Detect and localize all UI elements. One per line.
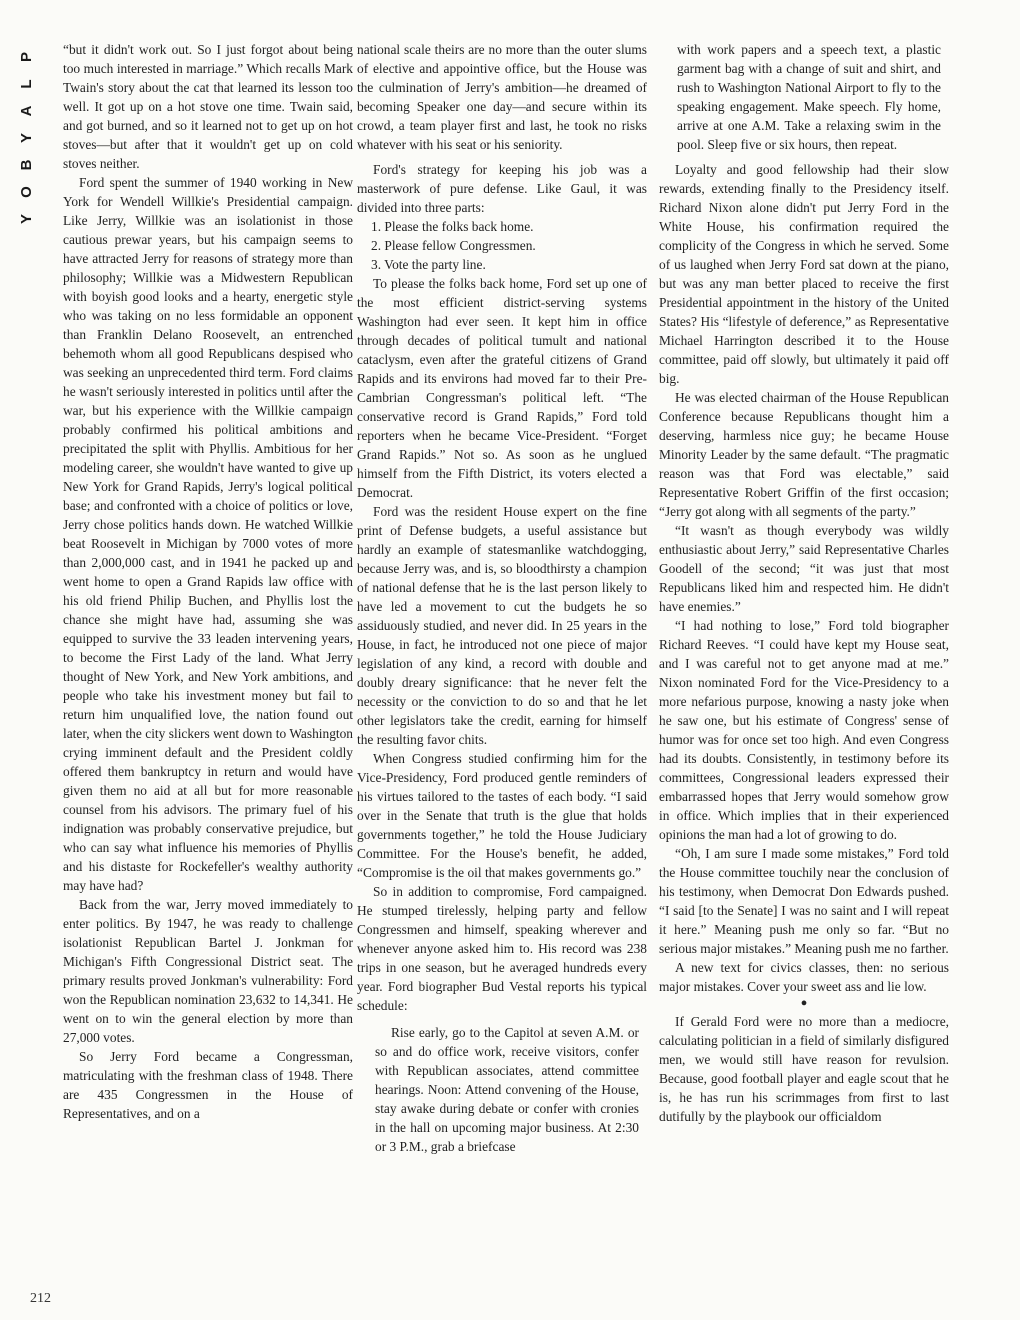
text-column-1 (63, 40, 353, 1123)
paragraph: Ford was the resident House expert on the fine print of Defense budgets, a useful assistance but hardly an example of statesmanlike watchdogging, because Jerry was, and is, so bloodthirsty a champion of national defense that he is the last person likely to have led a movement to cut the budgets he so assiduously studied, and never did. In 25 years in the House, in fact, he introduced not one piece of major legislation of any kind, a record with double and doubly dreary significance: that he never felt the necessity or the conviction to do so and that he let other legislators take the credit, earning for himself the resulting favor chits. (357, 504, 647, 747)
logo-letter: O (18, 186, 35, 198)
list-item: 3. Vote the party line. (371, 257, 486, 272)
block-quote: Rise early, go to the Capitol at seven A.M. or so and do office work, receive visitors, confer with Republican associates, attend committee hearings. Noon: Attend convening of the House, stay awake during debate or confer with cronies in the hall on upcoming major business. At 2:30 or 3 P.M., grab a briefcase (375, 1025, 639, 1154)
section-separator-dot: • (800, 993, 808, 1015)
paragraph: “I had nothing to lose,” Ford told biographer Richard Reeves. “I could have kept my House seat, and I was careful not to get anyone mad at me.” Nixon nominated Ford for the Vice-Presidency to a more nefarious purpose, knowing a nasty joke when he saw one, but his estimate of Congress' sense of humor was for once set too high. And even Congress had its doubts. Consistently, in testimony before its committees, Congressional leaders expressed their embarrassed hopes that Jerry would somehow grow in office. Which implies that in their experienced opinions the man had a lot of growing to do. (659, 618, 949, 842)
text-column-2 (357, 40, 647, 1156)
text-column-3 (659, 40, 949, 1126)
paragraph: “Oh, I am sure I made some mistakes,” Ford told the House committee touchily near the conclusion of his testimony, when Democrat Don Edwards pushed. “I said [to the Senate] I was no saint and I will repeat it here.” Meaning push me only so far. “But no serious major mistakes.” Meaning push me no farther. (659, 846, 949, 956)
paragraph: So in addition to compromise, Ford campaigned. He stumped tirelessly, helping party and fellow Congressmen and himself, speaking wherever and whenever anyone asked him to. His record was 238 trips in one season, but he averaged hundreds every year. Ford biographer Bud Vestal reports his typical schedule: (357, 884, 647, 1013)
block-quote-continued: with work papers and a speech text, a plastic garment bag with a change of suit and shirt, and rush to Washington National Airport to fly to the speaking engagement. Make speech. Fly home, arrive at one A.M. Take a relaxing swim in the pool. Sleep five or six hours, then repeat. (677, 42, 941, 152)
playboy-side-logo (16, 46, 50, 225)
list-item: 2. Please fellow Congressmen. (371, 238, 536, 253)
page-number: 212 (30, 1291, 51, 1306)
paragraph: “but it didn't work out. So I just forgot about being too much interested in marriage.” Which recalls Mark Twain's story about the cat that learned its lesson too well. It got up on a hot stove one time. Twain said, and got burned, and so it learned not to get up on hot stoves—but after that it wouldn't get up on cold stoves neither. (63, 42, 353, 171)
paragraph: “It wasn't as though everybody was wildly enthusiastic about Jerry,” said Representative Charles Goodell of the second; “it was just that most Republicans liked him and respected him. He didn't have enemies.” (659, 523, 949, 614)
paragraph: A new text for civics classes, then: no serious major mistakes. Cover your sweet ass and lie low. (659, 960, 949, 994)
paragraph: Loyalty and good fellowship had their slow rewards, extending finally to the Presidency itself. Richard Nixon alone didn't put Jerry Ford in the White House, his confirmation required the complicity of the Congress in which he served. Some of us laughed when Jerry Ford sat down at the piano, but was any man better placed to receive the first Presidential appointment in the history of the United States? His “lifestyle of deference,” as Representative Michael Harrington described it to the House committee, paid off slowly, but ultimately it paid off big. (659, 162, 949, 386)
paragraph: Back from the war, Jerry moved immediately to enter politics. By 1947, he was ready to challenge isolationist Republican Bartel J. Jonkman for Michigan's Fifth Congressional District seat. The primary results proved Jonkman's vulnerability: Ford won the Republican nomination 23,632 to 14,341. He went on to win the general election by more than 27,000 votes. (63, 897, 353, 1045)
logo-letter: A (18, 105, 35, 117)
logo-letter: P (18, 52, 35, 63)
paragraph: national scale theirs are no more than the outer slums of elective and appointive office, but the House was the culmination of Jerry's ambition—he dreamed of becoming Speaker one day—and secure within its crowd, a team player first and last, he took no risks whatever with his seat or his seniority. (357, 42, 647, 152)
paragraph: To please the folks back home, Ford set up one of the most efficient district-serving systems Washington had ever seen. It kept him in office through decades of political tumult and national cataclysm, even after the grateful citizens of Grand Rapids and its environs had moved far to their Pre-Cambrian Congressman's political left. “The conservative record is Grand Rapids,” Ford told reporters when he became Vice-President. “Forget Grand Rapids.” Not so. As soon as he unglued himself from the Fifth District, its voters elected a Democrat. (357, 276, 647, 500)
logo-letter: Y (18, 133, 35, 144)
paragraph: When Congress studied confirming him for the Vice-Presidency, Ford produced gentle reminders of his virtues tailored to the tastes of each body. “I said over in the Senate that truth is the glue that holds governments together,” he told the House Judiciary Committee. For the House's benefit, he added, “Compromise is the oil that makes governments go.” (357, 751, 647, 880)
list-item: 1. Please the folks back home. (371, 219, 534, 234)
paragraph: Ford spent the summer of 1940 working in New York for Wendell Willkie's Presidential campaign. Like Jerry, Willkie was an isolationist in those cautious prewar years, but his campaign seems to have attracted Jerry for reasons of strategy more than philosophy; Willkie was a Midwestern Republican with boyish good looks and a hearty, energetic style who was taking on no less formidable an opponent than Franklin Delano Roosevelt, an entrenched behemoth whom all good Republicans despised who was seeking an unprecedented third term. Ford claims he wasn't seriously interested in politics until after the war, but his experience with the Willkie campaign probably confirmed his political ambitions and precipitated the split with Phyllis. Ambitious for her modeling career, she wouldn't have wanted to give up New York for Grand Rapids, Jerry's logical political base; and confronted with a choice of politics or love, Jerry chose politics hands down. He watched Willkie beat Roosevelt in Michigan by 7000 votes of more than 2,000,000 cast, and in 1941 he packed up and went home to open a Grand Rapids law office with his old friend Philip Buchen, and Phyllis lost the chance she might have had, assuming she was equipped to survive the 33 leaden intervening years, to become the First Lady of the land. What Jerry thought of New York, and New York ambitions, and people who take his investment money but fail to return him unqualified love, the nation found out later, when the city slickers went down to Washington crying imminent default and the President coldly offered them bankruptcy in return and would have given them no aid at all but for more reasonable counsel from his advisors. The primary fuel of his indignation was probably conservative prejudice, but who can say what influence his memories of Phyllis and his distaste for Rockefeller's wealthy authority may have had? (63, 175, 353, 893)
logo-letter: Y (18, 214, 35, 225)
paragraph: Ford's strategy for keeping his job was a masterwork of pure defense. Like Gaul, it was divided into three parts: (357, 162, 647, 215)
paragraph: If Gerald Ford were no more than a mediocre, calculating politician in a field of similarly disfigured men, we would still have reason for revulsion. Because, good football player and eagle scout that he is, he has run his scrimmages from first to last dutifully by the playbook our officialdom (659, 1014, 949, 1124)
logo-letter: B (18, 159, 35, 171)
paragraph: So Jerry Ford became a Congressman, matriculating with the freshman class of 1948. There are 435 Congressmen in the House of Representatives, and on a (63, 1049, 353, 1121)
paragraph: He was elected chairman of the House Republican Conference because Republicans thought him a deserving, harmless nice guy; he became House Minority Leader by the same default. “The pragmatic reason was that Ford was electable,” said Representative Robert Griffin of the first occasion; “Jerry got along with all segments of the party.” (659, 390, 949, 519)
logo-letter: L (18, 79, 35, 89)
